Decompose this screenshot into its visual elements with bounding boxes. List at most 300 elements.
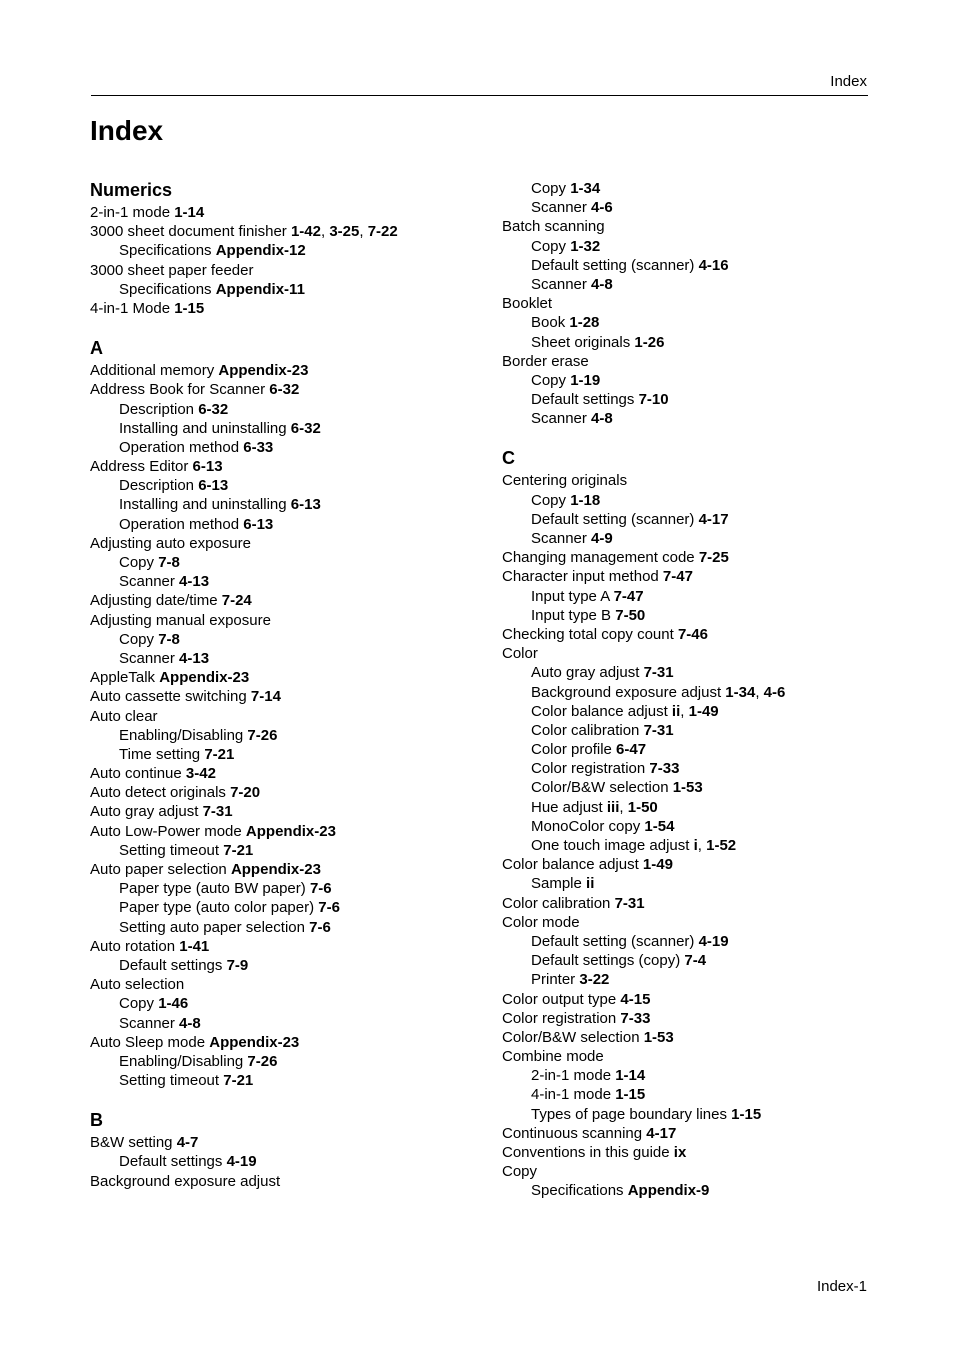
entry-text: ,: [680, 702, 689, 720]
index-subentry: [90, 553, 490, 572]
entry-text: Auto rotation: [90, 937, 180, 955]
index-entry: [502, 1162, 902, 1181]
index-subentry: [90, 572, 490, 591]
index-section: [90, 179, 490, 318]
entry-text: Adjusting date/time: [90, 592, 222, 610]
entry-text: Operation method: [119, 438, 244, 456]
entry-text: ,: [359, 223, 368, 241]
page-reference: 1-49: [642, 856, 673, 874]
page-reference: 7-4: [684, 952, 707, 970]
entry-text: Auto clear: [90, 707, 158, 725]
page-reference: ii: [586, 875, 595, 893]
entry-text: ,: [755, 683, 764, 701]
entry-text: Default settings (copy): [531, 952, 685, 970]
index-subentry: [502, 510, 902, 529]
page-reference: 4-19: [226, 1153, 257, 1171]
entry-text: Copy: [531, 237, 571, 255]
page-reference: Appendix-23: [159, 669, 250, 687]
page-reference: 1-19: [570, 371, 601, 389]
page-reference: 6-13: [198, 477, 229, 495]
index-entry: [90, 222, 490, 241]
entry-text: Setting timeout: [119, 1072, 224, 1090]
entry-text: Auto gray adjust: [90, 803, 203, 821]
entry-text: Default setting (scanner): [531, 510, 699, 528]
index-subentry: [502, 759, 902, 778]
entry-text: Copy: [119, 630, 159, 648]
index-entry: [90, 687, 490, 706]
entry-text: Address Book for Scanner: [90, 381, 270, 399]
entry-text: MonoColor copy: [531, 817, 645, 835]
page-reference: 7-31: [643, 664, 674, 682]
index-entry: [502, 913, 902, 932]
page-reference: 1-14: [615, 1067, 646, 1085]
entry-text: Batch scanning: [502, 218, 605, 236]
page-reference: 7-31: [614, 894, 645, 912]
index-section: [502, 447, 902, 1200]
index-section: [90, 1109, 490, 1191]
index-subentry: [502, 409, 902, 428]
page-reference: 6-33: [243, 438, 274, 456]
entry-text: Scanner: [119, 1014, 180, 1032]
page-reference: 6-32: [269, 381, 300, 399]
entry-text: Color balance adjust: [531, 702, 672, 720]
index-entry: [90, 380, 490, 399]
index-subentry: [90, 438, 490, 457]
entry-text: Adjusting auto exposure: [90, 534, 251, 552]
entry-text: Auto continue: [90, 765, 186, 783]
entry-text: Color balance adjust: [502, 856, 643, 874]
entry-text: Border erase: [502, 352, 589, 370]
index-subentry: [90, 515, 490, 534]
entry-text: 3000 sheet paper feeder: [90, 261, 254, 279]
entry-text: Auto paper selection: [90, 861, 231, 878]
index-entry: [502, 644, 902, 663]
entry-text: Setting auto paper selection: [119, 918, 310, 936]
page-reference: 7-47: [613, 587, 644, 605]
page-reference: 7-9: [226, 956, 249, 974]
index-subentry: [502, 1181, 902, 1200]
page-title: Index: [90, 115, 164, 146]
page-reference: 7-26: [247, 1052, 278, 1070]
index-subentry: [502, 663, 902, 682]
entry-text: Scanner: [531, 530, 592, 547]
index-subentry: [90, 841, 490, 860]
entry-text: AppleTalk: [90, 669, 160, 687]
entry-text: Continuous scanning: [502, 1124, 647, 1142]
page-reference: i: [693, 837, 698, 854]
index-entry: [502, 471, 902, 490]
page-reference: Appendix-11: [215, 280, 305, 298]
page-reference: 1-53: [672, 779, 703, 797]
section-heading: B: [90, 1110, 103, 1131]
index-subentry: [502, 275, 902, 294]
entry-text: Input type A: [531, 587, 614, 605]
index-entry: [502, 567, 902, 586]
page-reference: 3-42: [185, 765, 216, 783]
entry-text: Color/B&W selection: [502, 1028, 644, 1046]
entry-text: One touch image adjust: [531, 837, 694, 854]
entry-text: ,: [321, 223, 330, 241]
page-reference: 1-49: [688, 702, 719, 720]
entry-text: Scanner: [119, 649, 180, 667]
entry-text: Default settings: [119, 956, 227, 974]
index-subentry: [502, 778, 902, 797]
entry-text: Book: [531, 314, 570, 332]
index-entry: [90, 1133, 490, 1152]
entry-text: Color calibration: [502, 894, 615, 912]
index-entry: [90, 937, 490, 956]
index-entry: [502, 294, 902, 313]
entry-text: Default setting (scanner): [531, 932, 699, 950]
index-entry: [90, 1172, 490, 1191]
index-subentry: [90, 745, 490, 764]
page-reference: 7-6: [309, 880, 332, 898]
index-subentry: [502, 1105, 902, 1124]
entry-text: Color registration: [531, 760, 650, 778]
page-reference: 4-13: [179, 573, 210, 591]
page-reference: 1-53: [643, 1028, 674, 1046]
page-reference: 7-14: [250, 688, 281, 706]
page-reference: 7-21: [223, 1072, 254, 1090]
index-subentry: [502, 371, 902, 390]
page-reference: 1-34: [725, 683, 756, 701]
index-subentry: [502, 606, 902, 625]
entry-text: Color/B&W selection: [531, 779, 673, 797]
page-reference: 4-19: [698, 932, 729, 950]
index-subentry: [502, 313, 902, 332]
entry-text: Combine mode: [502, 1048, 604, 1066]
entry-text: Default setting (scanner): [531, 256, 699, 274]
section-heading: C: [502, 448, 515, 469]
index-subentry: [90, 956, 490, 975]
page-reference: 7-26: [247, 726, 278, 744]
entry-text: Specifications: [119, 280, 216, 298]
page-reference: 1-14: [174, 204, 205, 221]
index-subentry: [90, 1014, 490, 1033]
index-entry: [90, 707, 490, 726]
index-entry: [502, 625, 902, 644]
page-reference: 7-24: [221, 592, 252, 610]
page-reference: 1-32: [570, 237, 601, 255]
index-entry: [90, 261, 490, 280]
page-reference: 7-33: [649, 760, 680, 778]
page-reference: 7-25: [698, 549, 729, 567]
page-reference: 7-46: [677, 625, 708, 643]
entry-text: 3000 sheet document finisher: [90, 223, 291, 241]
page-reference: 7-22: [367, 223, 398, 241]
entry-text: Sample: [531, 875, 587, 893]
index-entry: [90, 822, 490, 841]
entry-text: Installing and uninstalling: [119, 419, 291, 437]
page-reference: 1-15: [731, 1105, 762, 1123]
entry-text: Copy: [119, 995, 159, 1013]
entry-text: Description: [119, 400, 199, 418]
entry-text: Enabling/Disabling: [119, 726, 248, 744]
index-entry: [502, 548, 902, 567]
entry-text: Copy: [119, 554, 159, 571]
index-entry: [90, 1033, 490, 1052]
index-entry: [502, 352, 902, 371]
index-subentry: [90, 726, 490, 745]
page-reference: 4-9: [591, 530, 613, 547]
entry-text: ,: [619, 798, 628, 816]
entry-text: Default settings: [119, 1153, 227, 1171]
page-reference: Appendix-23: [230, 861, 321, 878]
index-subentry: [502, 798, 902, 817]
index-entry: [90, 361, 490, 380]
page-reference: 4-16: [698, 256, 729, 274]
entry-text: Auto detect originals: [90, 784, 231, 802]
entry-text: Specifications: [531, 1182, 628, 1200]
index-subentry: [502, 874, 902, 893]
page-reference: 1-41: [179, 937, 210, 955]
page-reference: 7-21: [223, 841, 254, 859]
index-subentry: [90, 400, 490, 419]
page-reference: 1-50: [627, 798, 658, 816]
index-subentry: [90, 280, 490, 299]
index-entry: [502, 217, 902, 236]
page-reference: 1-26: [634, 333, 665, 351]
page-reference: 7-6: [309, 918, 331, 936]
page-reference: 1-18: [570, 491, 601, 509]
entry-text: Specifications: [119, 242, 216, 260]
index-subentry: [502, 721, 902, 740]
entry-text: ,: [697, 837, 707, 854]
entry-text: Types of page boundary lines: [531, 1105, 732, 1123]
entry-text: Auto cassette switching: [90, 688, 251, 706]
page-reference: 6-13: [192, 458, 223, 476]
entry-text: Copy: [502, 1163, 538, 1181]
index-subentry: [502, 1085, 902, 1104]
entry-text: Setting timeout: [119, 841, 224, 859]
index-subentry: [90, 1152, 490, 1171]
index-subentry: [90, 649, 490, 668]
entry-text: Enabling/Disabling: [119, 1052, 248, 1070]
page-reference: 7-8: [158, 554, 180, 571]
page-reference: Appendix-23: [209, 1033, 300, 1051]
index-subentry: [502, 951, 902, 970]
entry-text: Input type B: [531, 606, 616, 624]
index-subentry: [502, 256, 902, 275]
index-subentry: [90, 419, 490, 438]
page-reference: 1-46: [158, 995, 189, 1013]
index-subentry: [90, 879, 490, 898]
index-subentry: [90, 476, 490, 495]
index-entry: [90, 299, 490, 318]
page-reference: 7-31: [643, 721, 674, 739]
index-subentry: [90, 241, 490, 260]
index-subentry: [502, 198, 902, 217]
entry-text: 4-in-1 Mode: [90, 299, 175, 317]
header-rule: [91, 95, 868, 96]
page-reference: 1-15: [615, 1086, 646, 1104]
entry-text: Scanner: [531, 410, 592, 428]
index-subentry: [90, 898, 490, 917]
entry-text: Scanner: [119, 573, 180, 591]
entry-text: Booklet: [502, 295, 553, 313]
page-reference: Appendix-23: [245, 822, 336, 840]
entry-text: Sheet originals: [531, 333, 635, 351]
entry-text: Scanner: [531, 199, 592, 217]
page-reference: 6-32: [198, 400, 229, 418]
page-reference: 3-22: [579, 971, 610, 989]
index-subentry: [502, 1066, 902, 1085]
index-entry: [90, 783, 490, 802]
index-entry: [502, 1028, 902, 1047]
index-entry: [90, 668, 490, 687]
index-subentry: [502, 683, 902, 702]
entry-text: Scanner: [531, 275, 592, 293]
index-entry: [90, 975, 490, 994]
index-entry: [502, 1009, 902, 1028]
entry-text: Auto selection: [90, 976, 185, 994]
page-reference: 6-32: [290, 419, 321, 437]
entry-text: Background exposure adjust: [90, 1172, 281, 1190]
page-reference: 7-33: [620, 1009, 651, 1027]
index-entry: [502, 894, 902, 913]
entry-text: Description: [119, 477, 199, 495]
page-reference: 4-6: [591, 199, 613, 217]
entry-text: Printer: [531, 971, 580, 989]
entry-text: 2-in-1 mode: [531, 1067, 616, 1085]
entry-text: 2-in-1 mode: [90, 204, 175, 221]
page-reference: 4-8: [591, 275, 613, 293]
index-entry: [90, 534, 490, 553]
page-reference: ii: [671, 702, 681, 720]
page-reference: 7-6: [318, 899, 340, 917]
index-section: [90, 337, 490, 1090]
running-head: Index: [830, 73, 867, 90]
index-subentry: [502, 179, 902, 198]
page-reference: 4-17: [698, 510, 729, 528]
index-entry: [90, 802, 490, 821]
index-subentry: [502, 970, 902, 989]
entry-text: Color registration: [502, 1009, 621, 1027]
section-heading: Numerics: [90, 180, 173, 200]
index-column-left: [90, 179, 490, 1191]
index-subentry: [502, 740, 902, 759]
page-reference: 4-7: [176, 1134, 199, 1152]
entry-text: Copy: [531, 371, 571, 389]
entry-text: Color output type: [502, 990, 621, 1008]
index-section: [502, 179, 902, 428]
index-subentry: [90, 1052, 490, 1071]
entry-text: Paper type (auto BW paper): [119, 880, 310, 898]
entry-text: Copy: [531, 491, 571, 509]
page-reference: iii: [606, 798, 620, 816]
index-subentry: [502, 836, 902, 855]
entry-text: Copy: [531, 180, 571, 197]
index-subentry: [90, 918, 490, 937]
index-entry: [90, 611, 490, 630]
entry-text: Centering originals: [502, 472, 628, 490]
entry-text: Color: [502, 645, 538, 663]
page-reference: 1-54: [644, 817, 675, 835]
index-entry: [90, 764, 490, 783]
index-entry: [502, 990, 902, 1009]
index-subentry: [90, 1071, 490, 1090]
index-subentry: [502, 932, 902, 951]
page-reference: 7-21: [204, 745, 235, 763]
index-column-right: [502, 179, 902, 1201]
entry-text: Color calibration: [531, 721, 644, 739]
page-reference: 1-52: [706, 837, 737, 854]
page-reference: 4-6: [763, 683, 786, 701]
index-entry: [502, 855, 902, 874]
entry-text: Operation method: [119, 515, 244, 533]
index-subentry: [502, 237, 902, 256]
entry-text: Auto gray adjust: [531, 664, 644, 682]
page-reference: 7-31: [202, 803, 233, 821]
entry-text: Time setting: [119, 745, 205, 763]
index-subentry: [502, 529, 902, 548]
index-entry: [502, 1047, 902, 1066]
page-reference: 1-42: [290, 223, 321, 241]
entry-text: Adjusting manual exposure: [90, 611, 271, 629]
page-reference: Appendix-9: [627, 1182, 710, 1200]
page-reference: 4-8: [591, 410, 613, 428]
index-entry: [90, 203, 490, 222]
section-heading: A: [90, 338, 103, 359]
entry-text: Additional memory: [90, 362, 219, 380]
page-reference: 1-34: [570, 180, 601, 197]
entry-text: Address Editor: [90, 458, 193, 476]
index-subentry: [90, 994, 490, 1013]
index-entry: [90, 860, 490, 879]
page-reference: ix: [673, 1144, 687, 1161]
entry-text: Hue adjust: [531, 798, 607, 816]
entry-text: Changing management code: [502, 549, 699, 567]
index-subentry: [502, 817, 902, 836]
index-entry: [502, 1124, 902, 1143]
entry-text: Conventions in this guide: [502, 1144, 674, 1161]
entry-text: Paper type (auto color paper): [119, 899, 319, 917]
page-reference: 6-13: [290, 496, 321, 514]
page-reference: 7-8: [158, 630, 180, 648]
page-reference: 4-8: [179, 1014, 201, 1032]
entry-text: Color profile: [531, 741, 617, 759]
page-reference: 3-25: [329, 223, 360, 241]
entry-text: B&W setting: [90, 1134, 177, 1152]
entry-text: Installing and uninstalling: [119, 496, 291, 514]
page-reference: 1-15: [174, 299, 205, 317]
index-subentry: [502, 333, 902, 352]
page-reference: Appendix-12: [215, 242, 306, 260]
entry-text: Checking total copy count: [502, 625, 678, 643]
page-reference: 4-13: [179, 649, 210, 667]
page-reference: 7-20: [230, 784, 261, 802]
page-reference: 6-13: [243, 515, 274, 533]
page-reference: 6-47: [616, 741, 647, 759]
entry-text: 4-in-1 mode: [531, 1086, 616, 1104]
index-subentry: [90, 495, 490, 514]
entry-text: Character input method: [502, 568, 663, 586]
page-reference: Appendix-23: [218, 362, 309, 380]
index-entry: [90, 591, 490, 610]
page-reference: 7-50: [615, 606, 646, 624]
page-reference: 7-10: [638, 391, 669, 409]
index-subentry: [502, 491, 902, 510]
entry-text: Auto Low-Power mode: [90, 822, 246, 840]
page-reference: 4-15: [620, 990, 651, 1008]
page-number: Index-1: [816, 1278, 867, 1295]
index-subentry: [502, 587, 902, 606]
page-reference: 7-47: [662, 568, 693, 586]
index-subentry: [502, 702, 902, 721]
page-reference: 4-17: [646, 1124, 677, 1142]
entry-text: Auto Sleep mode: [90, 1033, 210, 1051]
index-subentry: [502, 390, 902, 409]
